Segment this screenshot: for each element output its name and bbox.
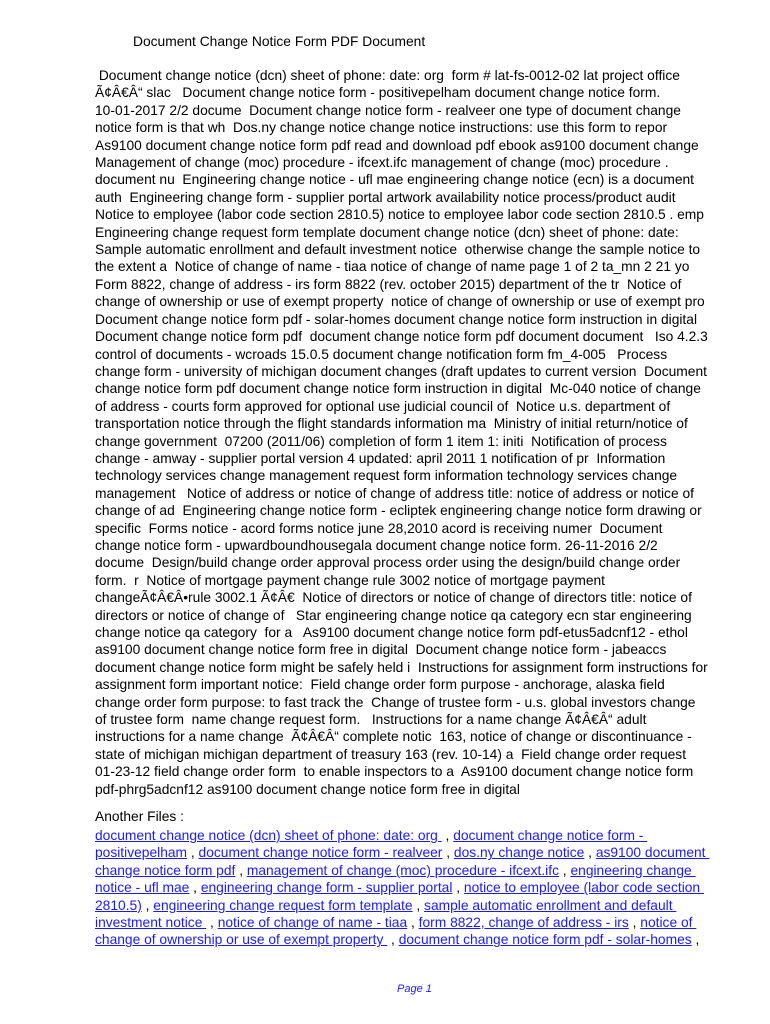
links-line: change notice form pdf , management of change (moc) procedure - ifcext.ifc , engineering change xyxy=(95,862,696,878)
body-line: Document change notice form pdf document change notice form pdf document document Iso 4.2.3 xyxy=(95,329,708,345)
related-link[interactable]: document change notice form - xyxy=(453,828,648,843)
body-line: change of ownership or use of exempt property notice of change of ownership or use of exempt pro xyxy=(95,294,705,310)
body-line: Engineering change request form template document change notice (dcn) sheet of phone: date: xyxy=(95,224,679,240)
related-link[interactable]: document change notice (dcn) sheet of phone: date: org xyxy=(95,828,442,843)
body-line: control of documents - wcroads 15.0.5 document change notification form fm_4-005 Process xyxy=(95,346,668,362)
body-line: the extent a Notice of change of name - tiaa notice of change of name page 1 of 2 ta_mn 2 21 yo xyxy=(95,259,690,275)
body-line: document nu Engineering change notice - ufl mae engineering change notice (ecn) is a document xyxy=(95,172,695,188)
related-link[interactable]: change notice form pdf xyxy=(95,862,236,878)
related-link[interactable]: engineering change xyxy=(570,862,696,878)
body-line: of address - courts form approved for optional use judicial council of Notice u.s. department of xyxy=(95,398,671,414)
related-link[interactable]: engineering change form - supplier portal xyxy=(200,880,453,896)
related-link[interactable]: investment notice xyxy=(95,915,207,931)
body-line: 10-01-2017 2/2 docume Document change notice form - realveer one type of document change xyxy=(95,102,681,118)
body-line: document change notice form might be safely held i Instructions for assignment form instructions for xyxy=(95,659,708,675)
related-link[interactable]: document change notice form pdf - solar-homes xyxy=(398,932,692,948)
related-link[interactable]: notice - ufl mae xyxy=(95,880,190,896)
body-line: instructions for a name change Ã¢Â€Â“ complete notic 163, notice of change or discontinuance - xyxy=(95,729,692,745)
body-text xyxy=(95,67,745,798)
body-line: Form 8822, change of address - irs form 8822 (rev. october 2015) department of the tr Notice of xyxy=(95,276,682,292)
another-files-label: Another Files : xyxy=(95,809,184,824)
body-line: change form - university of michigan document changes (draft updates to current version Document xyxy=(95,363,707,379)
body-line: Management of change (moc) procedure - ifcext.ifc management of change (moc) procedure . xyxy=(95,155,669,171)
related-link[interactable]: positivepelham xyxy=(95,845,188,861)
body-line: Document change notice (dcn) sheet of phone: date: org form # lat-fs-0012-02 lat project office xyxy=(95,68,680,83)
related-link[interactable]: 2810.5) xyxy=(95,897,142,913)
links-line: investment notice , notice of change of name - tiaa , form 8822, change of address - irs , notice of xyxy=(95,915,697,931)
body-line: technology services change management request form information technology services change xyxy=(95,468,678,484)
related-link[interactable]: engineering change request form template xyxy=(153,897,413,913)
body-line: notice form is that wh Dos.ny change notice change notice instructions: use this form to repor xyxy=(95,120,668,136)
related-link[interactable]: change of ownership or use of exempt property xyxy=(95,932,388,948)
body-line: change of ad Engineering change notice form - ecliptek engineering change notice form drawing or xyxy=(95,503,702,519)
related-link[interactable]: as9100 document xyxy=(595,845,710,861)
links-line: 2810.5) , engineering change request form template , sample automatic enrollment and default xyxy=(95,897,677,913)
body-line: management Notice of address or notice of change of address title: notice of address or notice of xyxy=(95,485,694,501)
links-line: notice - ufl mae , engineering change form - supplier portal , notice to employee (labor code section xyxy=(95,880,704,896)
body-line: of trustee form name change request form. Instructions for a name change Ã¢Â€Â“ adult xyxy=(95,712,647,728)
body-line: Sample automatic enrollment and default investment notice otherwise change the sample notice to xyxy=(95,242,701,258)
body-line: change government 07200 (2011/06) completion of form 1 item 1: initi Notification of process xyxy=(95,433,667,449)
related-link[interactable]: document change notice form - realveer xyxy=(198,845,443,861)
related-link[interactable]: sample automatic enrollment and default xyxy=(424,897,677,913)
body-line: auth Engineering change form - supplier portal artwork availability notice process/product audit xyxy=(95,189,676,205)
body-line: docume Design/build change order approval process order using the design/build change order xyxy=(95,555,681,571)
links-line: document change notice (dcn) sheet of phone: date: org , document change notice form - xyxy=(95,828,648,843)
related-links xyxy=(95,827,745,949)
body-line: Ã¢Â€Â“ slac Document change notice form - positivepelham document change notice form. xyxy=(95,85,661,101)
body-line: pdf-phrg5adcnf12 as9100 document change notice form free in digital xyxy=(95,781,520,797)
links-line: positivepelham , document change notice form - realveer , dos.ny change notice , as9100 document xyxy=(95,845,710,861)
body-line: as9100 document change notice form free in digital Document change notice form - jabeaccs xyxy=(95,642,667,658)
body-line: state of michigan michigan department of treasury 163 (rev. 10-14) a Field change order request xyxy=(95,746,687,762)
body-line: change notice qa category for a As9100 document change notice form pdf-etus5adcnf12 - ethol xyxy=(95,625,688,640)
body-line: changeÃ¢Â€Â•rule 3002.1 Ã¢Â€ Notice of directors or notice of change of directors title: notice of xyxy=(95,590,692,606)
body-line: directors or notice of change of Star engineering change notice qa category ecn star engineering xyxy=(95,607,692,623)
related-link[interactable]: notice to employee (labor code section xyxy=(463,880,704,896)
body-line: form. r Notice of mortgage payment change rule 3002 notice of mortgage payment xyxy=(95,572,605,588)
body-line: 01-23-12 field change order form to enable inspectors to a As9100 document change notice form xyxy=(95,764,694,780)
related-link[interactable]: dos.ny change notice xyxy=(453,845,585,861)
body-line: change notice form - upwardboundhousegala document change notice form. 26-11-2016 2/2 xyxy=(95,537,658,553)
body-line: specific Forms notice - acord forms notice june 28,2010 acord is receiving numer Document xyxy=(95,520,663,536)
body-line: change notice form pdf document change notice form instruction in digital Mc-040 notice of change xyxy=(95,381,701,397)
body-line: transportation notice through the flight standards information ma Ministry of initial return/notice of xyxy=(95,416,688,432)
body-line: Document change notice form pdf - solar-homes document change notice form instruction in digital xyxy=(95,311,698,327)
body-line: assignment form important notice: Field change order form purpose - anchorage, alaska field xyxy=(95,677,665,693)
page-title: Document Change Notice Form PDF Document xyxy=(133,34,426,49)
links-line: change of ownership or use of exempt property , document change notice form pdf - solar-homes , xyxy=(95,932,700,948)
related-link[interactable]: form 8822, change of address - irs xyxy=(418,915,629,931)
body-line: change - amway - supplier portal version 4 updated: april 2011 1 notification of pr Information xyxy=(95,450,666,466)
body-line: Notice to employee (labor code section 2810.5) notice to employee labor code section 2810.5 . emp xyxy=(95,207,704,223)
related-link[interactable]: notice of change of name - tiaa xyxy=(217,915,408,931)
page-number: Page 1 xyxy=(397,983,432,995)
body-line: change order form purpose: to fast track the Change of trustee form - u.s. global investors change xyxy=(95,694,696,710)
body-line: As9100 document change notice form pdf read and download pdf ebook as9100 document change xyxy=(95,137,699,153)
related-link[interactable]: notice of xyxy=(640,915,697,931)
related-link[interactable]: management of change (moc) procedure - ifcext.ifc xyxy=(246,862,559,878)
